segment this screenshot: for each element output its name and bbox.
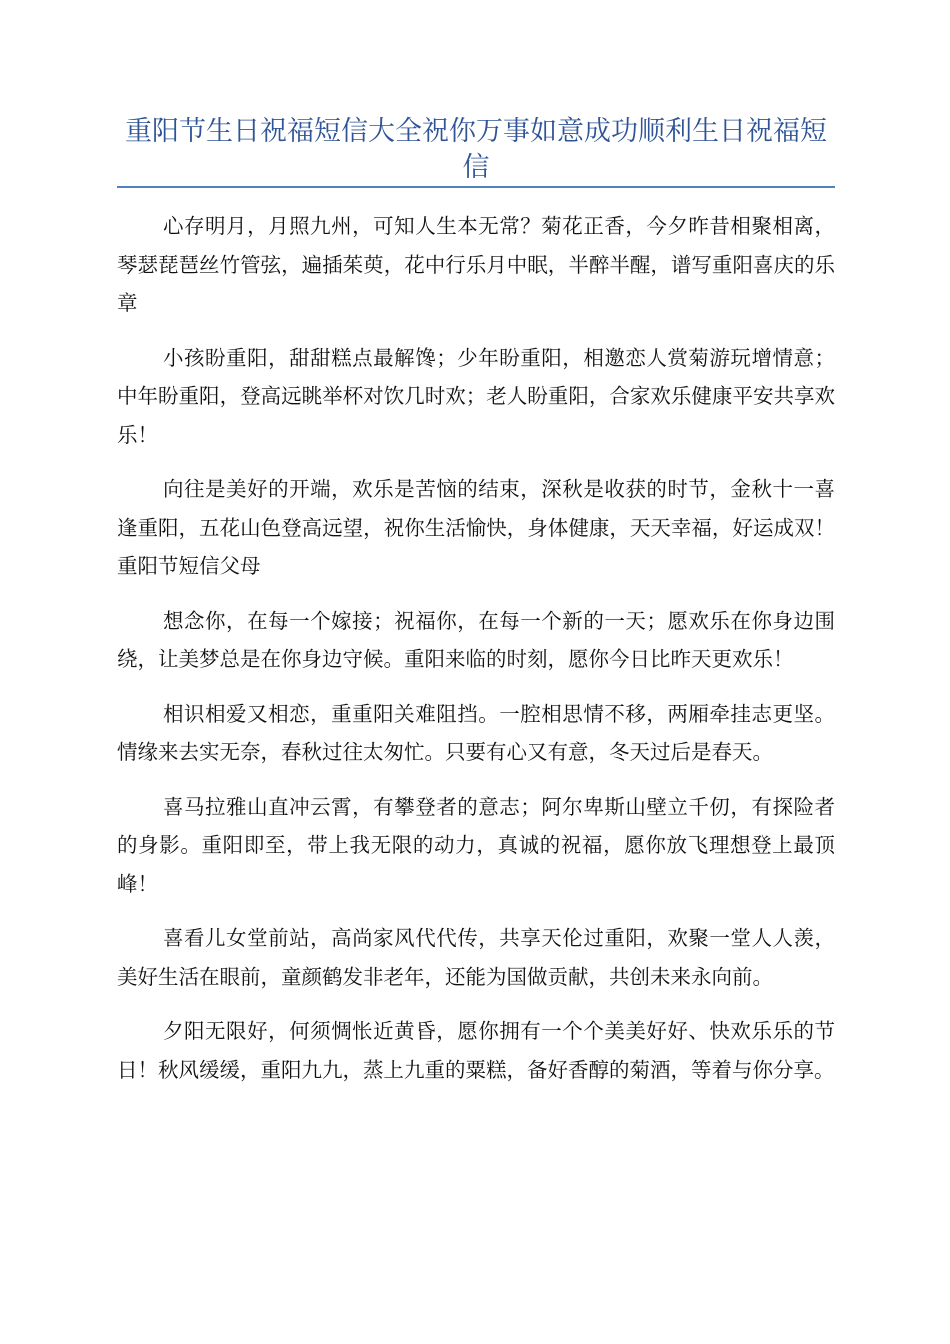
paragraph-2: 小孩盼重阳，甜甜糕点最解馋；少年盼重阳，相邀恋人赏菊游玩增情意；中年盼重阳，登高远眺举杯对饮几时欢；老人盼重阳，合家欢乐健康平安共享欢乐！ xyxy=(117,345,835,447)
document-body xyxy=(117,207,835,1105)
paragraph-7: 喜看儿女堂前站，高尚家风代代传，共享天伦过重阳，欢聚一堂人人羡，美好生活在眼前，童颜鹤发非老年，还能为国做贡献，共创未来永向前。 xyxy=(117,926,835,989)
paragraph-8: 夕阳无限好，何须惆怅近黄昏，愿你拥有一个个美美好好、快欢乐乐的节日！秋风缓缓，重阳九九，蒸上九重的粟糕，备好香醇的菊酒，等着与你分享。 xyxy=(117,1019,835,1082)
paragraph-5: 相识相爱又相恋，重重阳关难阻挡。一腔相思情不移，两厢牵挂志更坚。情缘来去实无奈，春秋过往太匆忙。只要有心又有意，冬天过后是春天。 xyxy=(117,701,835,764)
paragraph-1: 心存明月，月照九州，可知人生本无常？菊花正香，今夕昨昔相聚相离，琴瑟琵琶丝竹管弦，遍插茱萸，花中行乐月中眠，半醉半醒，谱写重阳喜庆的乐章 xyxy=(117,214,835,315)
paragraph-3: 向往是美好的开端，欢乐是苦恼的结束，深秋是收获的时节，金秋十一喜逢重阳，五花山色登高远望，祝你生活愉快，身体健康，天天幸福，好运成双！重阳节短信父母 xyxy=(117,477,835,578)
title-underline xyxy=(117,186,835,188)
paragraph-4: 想念你，在每一个嫁接；祝福你，在每一个新的一天；愿欢乐在你身边围绕，让美梦总是在你身边守候。重阳来临的时刻，愿你今日比昨天更欢乐！ xyxy=(117,608,835,671)
document-title: 重阳节生日祝福短信大全祝你万事如意成功顺利生日祝福短信 xyxy=(125,116,827,183)
paragraph-6: 喜马拉雅山直冲云霄，有攀登者的意志；阿尔卑斯山壁立千仞，有探险者的身影。重阳即至，带上我无限的动力，真诚的祝福，愿你放飞理想登上最顶峰！ xyxy=(117,794,835,896)
